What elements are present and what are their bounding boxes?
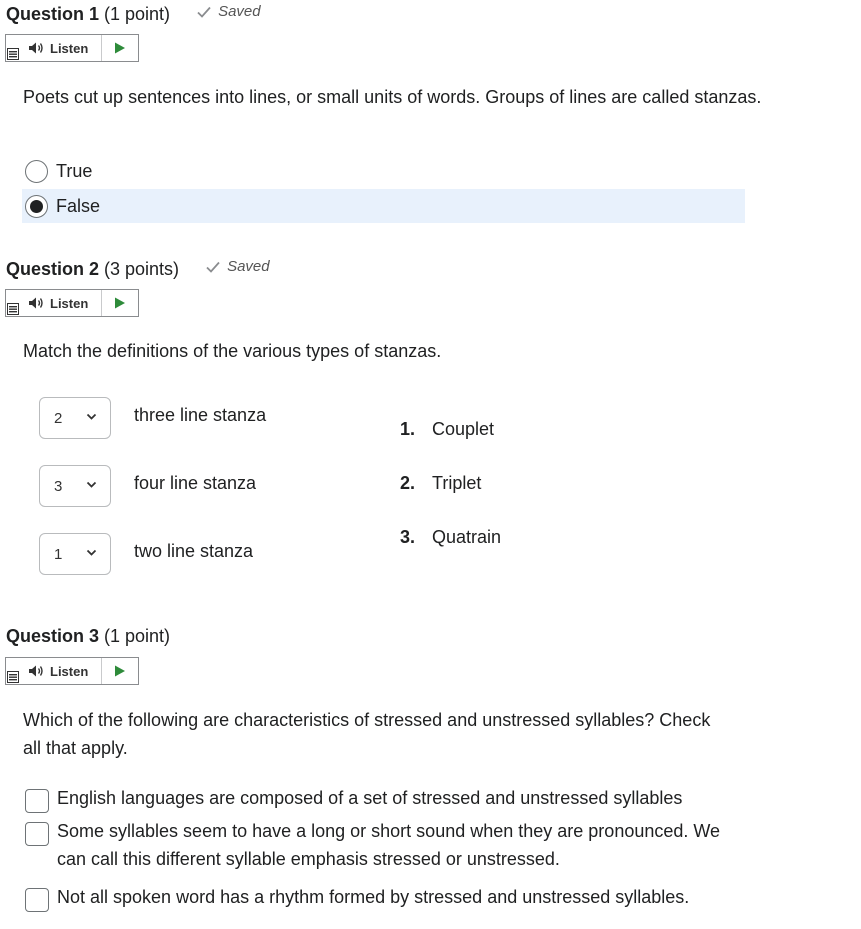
menu-icon[interactable] bbox=[7, 671, 19, 683]
option-label: False bbox=[56, 195, 101, 216]
chevron-down-icon bbox=[86, 549, 97, 557]
play-icon bbox=[114, 42, 126, 54]
option-label: Not all spoken word has a rhythm formed by stressed and unstressed syllables. bbox=[57, 887, 690, 907]
radio-button-selected[interactable] bbox=[25, 195, 48, 218]
speaker-icon bbox=[28, 664, 44, 678]
checkbox[interactable] bbox=[25, 888, 49, 912]
answer-number: 3. bbox=[400, 527, 416, 547]
saved-status bbox=[205, 258, 270, 275]
match-select[interactable] bbox=[39, 397, 111, 439]
menu-icon[interactable] bbox=[7, 303, 19, 315]
question-points: (3 points) bbox=[104, 258, 180, 279]
answer-text: Triplet bbox=[432, 473, 482, 493]
saved-status bbox=[196, 3, 261, 20]
play-icon bbox=[114, 297, 126, 309]
answer-item bbox=[400, 419, 494, 440]
checkbox-option[interactable] bbox=[25, 883, 777, 912]
checkbox[interactable] bbox=[25, 789, 49, 813]
menu-icon[interactable] bbox=[7, 48, 19, 60]
speaker-icon bbox=[28, 41, 44, 55]
checkmark-icon bbox=[196, 4, 212, 20]
question-3-header bbox=[6, 626, 170, 647]
question-prompt: Which of the following are characteristics of stressed and unstressed syllables? Check all that apply. bbox=[23, 710, 711, 758]
question-title: Question 3 bbox=[6, 626, 100, 646]
radio-dot bbox=[30, 200, 43, 213]
answer-text: Couplet bbox=[432, 419, 495, 439]
radio-button[interactable] bbox=[25, 160, 48, 183]
saved-label: Saved bbox=[227, 258, 270, 275]
answer-number: 2. bbox=[400, 473, 416, 493]
question-title: Question 1 bbox=[6, 3, 100, 24]
question-prompt: Match the definitions of the various types of stanzas. bbox=[23, 341, 442, 361]
listen-widget bbox=[5, 657, 139, 685]
listen-label: Listen bbox=[50, 295, 89, 311]
match-select[interactable] bbox=[39, 533, 111, 575]
listen-widget bbox=[5, 34, 139, 62]
match-select[interactable] bbox=[39, 465, 111, 507]
match-label: four line stanza bbox=[134, 473, 257, 493]
select-value: 2 bbox=[54, 409, 63, 427]
option-label: True bbox=[56, 160, 93, 181]
question-1-header bbox=[6, 3, 261, 25]
listen-label: Listen bbox=[50, 663, 89, 679]
select-value: 3 bbox=[54, 477, 63, 495]
listen-widget bbox=[5, 289, 139, 317]
answer-item bbox=[400, 473, 481, 494]
listen-label: Listen bbox=[50, 40, 89, 56]
listen-button[interactable] bbox=[6, 35, 102, 61]
play-button[interactable] bbox=[102, 297, 138, 309]
checkbox[interactable] bbox=[25, 822, 49, 846]
chevron-down-icon bbox=[86, 481, 97, 489]
speaker-icon bbox=[28, 296, 44, 310]
option-label: English languages are composed of a set of stressed and unstressed syllables bbox=[57, 788, 683, 808]
question-2-header bbox=[6, 258, 270, 280]
play-icon bbox=[114, 665, 126, 677]
listen-button[interactable] bbox=[6, 658, 102, 684]
question-points: (1 point) bbox=[104, 626, 171, 646]
answer-number: 1. bbox=[400, 419, 416, 439]
question-prompt: Poets cut up sentences into lines, or small units of words. Groups of lines are called stanzas. bbox=[23, 87, 762, 107]
checkbox-option[interactable] bbox=[25, 817, 737, 873]
listen-button[interactable] bbox=[6, 290, 102, 316]
question-title: Question 2 bbox=[6, 258, 100, 279]
answer-text: Quatrain bbox=[432, 527, 502, 547]
play-button[interactable] bbox=[102, 42, 138, 54]
match-label: two line stanza bbox=[134, 541, 254, 561]
answer-item bbox=[400, 527, 501, 548]
radio-option-true[interactable] bbox=[22, 154, 92, 188]
play-button[interactable] bbox=[102, 665, 138, 677]
radio-option-false[interactable] bbox=[22, 189, 745, 223]
checkmark-icon bbox=[205, 259, 221, 275]
saved-label: Saved bbox=[218, 3, 261, 20]
select-value: 1 bbox=[54, 545, 63, 563]
match-label: three line stanza bbox=[134, 405, 267, 425]
option-label: Some syllables seem to have a long or short sound when they are pronounced. We can call this different syllable emphasis stressed or unstressed. bbox=[57, 821, 721, 869]
question-points: (1 point) bbox=[104, 3, 171, 24]
checkbox-option[interactable] bbox=[25, 784, 777, 813]
chevron-down-icon bbox=[86, 413, 97, 421]
